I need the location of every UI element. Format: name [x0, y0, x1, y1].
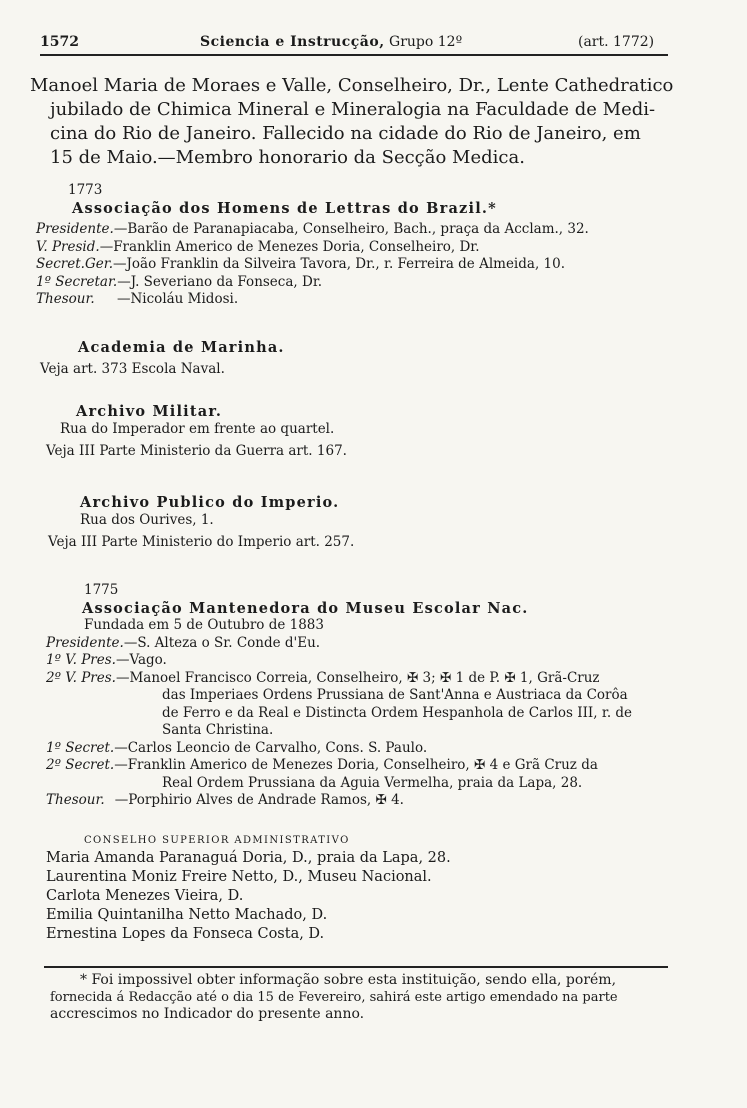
- entry-row: V. Presid.—Franklin Americo de Menezes Doria, Conselheiro, Dr.: [36, 238, 480, 255]
- entry-row-continuation: Real Ordem Prussiana da Aguia Vermelha, praia da Lapa, 28.: [162, 774, 583, 791]
- entry-row: 2º V. Pres.—Manoel Francisco Correia, Conselheiro, ✠ 3; ✠ 1 de P. ✠ 1, Grã-Cruz: [46, 669, 600, 686]
- footnote: [50, 972, 675, 1023]
- entry-archivo-publico: [48, 494, 354, 552]
- intro-paragraph: [30, 74, 673, 170]
- entry-address: Rua dos Ourives, 1.: [80, 511, 214, 528]
- entry-reference: Veja III Parte Ministerio do Imperio art. 257.: [48, 534, 355, 550]
- entry-1773: [36, 182, 589, 309]
- entry-heading: Academia de Marinha.: [78, 339, 285, 356]
- entry-row: 1º Secret.—Carlos Leoncio de Carvalho, Cons. S. Paulo.: [46, 739, 428, 756]
- intro-line: 15 de Maio.—Membro honorario da Secção Medica.: [50, 147, 525, 168]
- entry-reference: Veja art. 373 Escola Naval.: [40, 360, 225, 377]
- entry-number: 1773: [68, 182, 103, 198]
- entry-row: 1º V. Pres.—Vago.: [46, 652, 167, 668]
- council-member: Emilia Quintanilha Netto Machado, D.: [46, 907, 328, 923]
- article-range: (art. 1772): [578, 34, 655, 50]
- intro-line: jubilado de Chimica Mineral e Mineralogia na Faculdade de Medi-: [50, 99, 656, 120]
- entry-address: Rua do Imperador em frente ao quartel.: [60, 420, 335, 437]
- entry-row: 2º Secret.—Franklin Americo de Menezes Doria, Conselheiro, ✠ 4 e Grã Cruz da: [46, 757, 598, 773]
- footnote-line: accrescimos no Indicador do presente anno.: [50, 1006, 365, 1022]
- footnote-line: * Foi impossivel obter informação sobre esta instituição, sendo ella, porém,: [80, 972, 617, 988]
- footnote-line: fornecida á Redacção até o dia 15 de Fevereiro, sahirá este artigo emendado na parte: [50, 990, 618, 1005]
- entry-row: Thesour. —Porphirio Alves de Andrade Ramos, ✠ 4.: [46, 792, 404, 808]
- entry-row-continuation: Santa Christina.: [162, 722, 274, 738]
- entry-reference: Veja III Parte Ministerio da Guerra art. 167.: [46, 443, 347, 459]
- page-number: 1572: [40, 34, 79, 50]
- founding-date: Fundada em 5 de Outubro de 1883: [84, 617, 324, 633]
- footnote-rule: [44, 966, 668, 968]
- entry-number: 1775: [84, 582, 119, 598]
- council-member: Carlota Menezes Vieira, D.: [46, 888, 244, 904]
- entry-heading: Associação dos Homens de Lettras do Brazil.*: [72, 199, 497, 217]
- entry-row-continuation: das Imperiaes Ordens Prussiana de Sant'Anna e Austriaca da Corôa: [162, 687, 628, 703]
- intro-line: cina do Rio de Janeiro. Fallecido na cidade do Rio de Janeiro, em: [50, 123, 641, 144]
- entry-row-continuation: de Ferro e da Real e Distincta Ordem Hespanhola de Carlos III, r. de: [162, 704, 633, 721]
- entry-academia-marinha: [40, 339, 285, 378]
- entry-row: Presidente.—S. Alteza o Sr. Conde d'Eu.: [46, 634, 321, 651]
- running-title-bold: Sciencia e Instrucção,: [200, 34, 385, 50]
- council-member: Ernestina Lopes da Fonseca Costa, D.: [46, 926, 325, 942]
- council-member: Maria Amanda Paranaguá Doria, D., praia da Lapa, 28.: [46, 850, 451, 866]
- running-title: [200, 34, 462, 50]
- council-member: Laurentina Moniz Freire Netto, D., Museu Nacional.: [46, 869, 432, 885]
- header-rule: [40, 54, 668, 56]
- entry-row: 1º Secretar.—J. Severiano da Fonseca, Dr.: [36, 273, 323, 290]
- running-title-rest: Grupo 12º: [384, 34, 463, 50]
- council-title: CONSELHO SUPERIOR ADMINISTRATIVO: [84, 834, 350, 846]
- intro-line: Manoel Maria de Moraes e Valle, Conselheiro, Dr., Lente Cathedratico: [30, 75, 674, 96]
- entry-archivo-militar: [46, 403, 347, 461]
- entry-heading: Archivo Militar.: [76, 403, 223, 420]
- entry-row: Thesour. —Nicoláu Midosi.: [36, 291, 239, 307]
- entry-1775: [46, 582, 632, 944]
- entry-heading: Archivo Publico do Imperio.: [80, 494, 340, 511]
- entry-row: Presidente.—Barão de Paranapiacaba, Conselheiro, Bach., praça da Acclam., 32.: [36, 221, 589, 237]
- entry-heading: Associação Mantenedora do Museu Escolar Nac.: [82, 599, 529, 617]
- entry-row: Secret.Ger.—João Franklin da Silveira Tavora, Dr., r. Ferreira de Almeida, 10.: [36, 256, 565, 272]
